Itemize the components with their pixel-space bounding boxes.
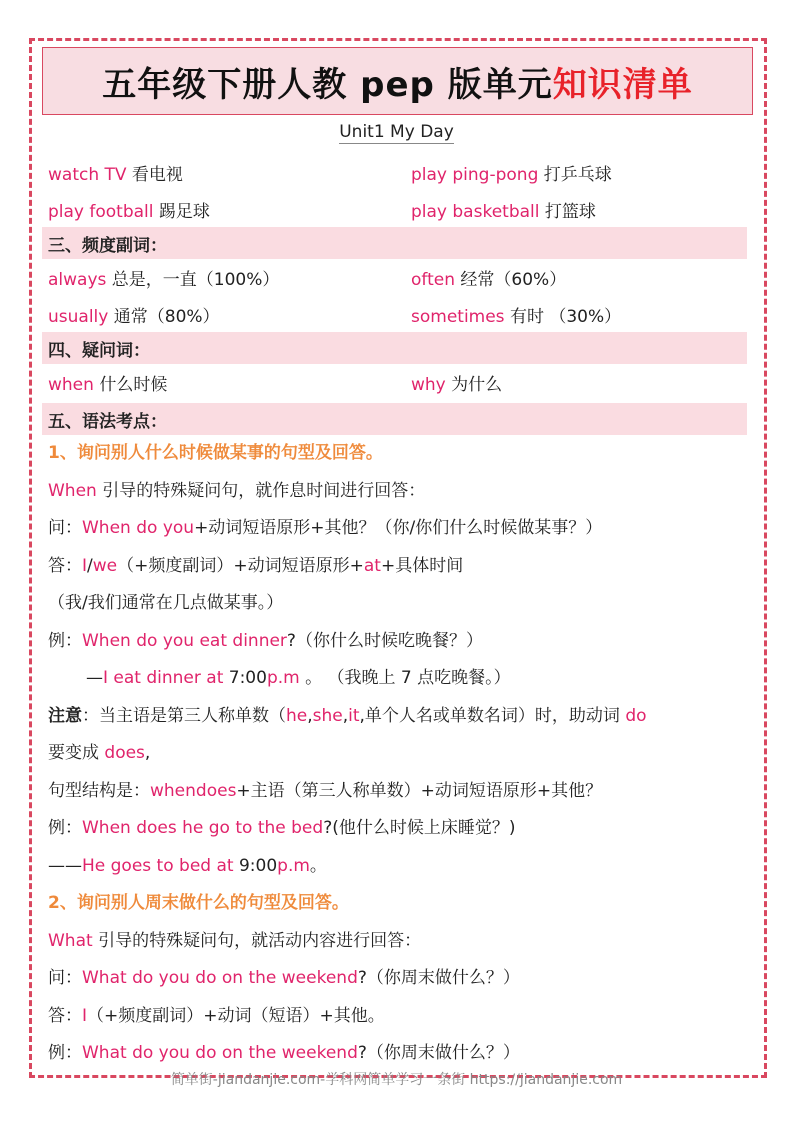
freq-item: always 总是，一直（100%）	[48, 269, 280, 290]
example-1: 例：When do you eat dinner?（你什么时候吃晚餐？）	[48, 631, 483, 651]
section-heading-3: 三、频度副词：	[42, 227, 747, 259]
grammar-heading-2: 2、询问别人周末做什么的句型及回答。	[48, 893, 349, 913]
title-black-part: 五年级下册人教 pep 版单元	[102, 64, 553, 105]
section-heading-4: 四、疑问词：	[42, 332, 747, 364]
question-pattern-2: 问：What do you do on the weekend?（你周末做什么？）	[48, 968, 520, 988]
freq-item: often 经常（60%）	[411, 269, 567, 290]
question-word-row	[42, 366, 747, 398]
vocab-row	[42, 193, 747, 225]
grammar-heading-1: 1、询问别人什么时候做某事的句型及回答。	[48, 443, 383, 463]
freq-item: sometimes 有时 （30%）	[411, 306, 622, 327]
grammar-intro-1: When 引导的特殊疑问句，就作息时间进行回答：	[48, 481, 426, 501]
vocab-item: play football 踢足球	[48, 201, 210, 222]
note-line-2: 要变成 does,	[48, 743, 151, 763]
vocab-item: watch TV 看电视	[48, 164, 183, 185]
grammar-intro-2: What 引导的特殊疑问句，就活动内容进行回答：	[48, 931, 422, 951]
freq-item: usually 通常（80%）	[48, 306, 220, 327]
structure-line: 句型结构是：whendoes+主语（第三人称单数）+动词短语原形+其他？	[48, 781, 603, 801]
answer-pattern-2: 答：I（+频度副词）+动词（短语）+其他。	[48, 1006, 385, 1026]
question-word-item: why 为什么	[411, 374, 503, 395]
title-red-part: 知识清单	[552, 64, 693, 105]
example-3: 例：What do you do on the weekend?（你周末做什么？）	[48, 1043, 520, 1063]
example-2: 例：When does he go to the bed?(他什么时候上床睡觉？)	[48, 818, 516, 838]
unit-title: Unit1 My Day	[339, 122, 454, 142]
question-word-item: when 什么时候	[48, 374, 168, 395]
section-heading-5: 五、语法考点：	[42, 403, 747, 435]
freq-row	[42, 261, 747, 293]
example-answer-1: —I eat dinner at 7:00p.m 。 （我晚上 7 点吃晚餐。）	[86, 668, 511, 688]
example-answer-2: ——He goes to bed at 9:00p.m。	[48, 856, 327, 876]
vocab-item: play basketball 打篮球	[411, 201, 596, 222]
freq-row	[42, 298, 747, 330]
footer-watermark: 简单街-jiandanjie.com-学科网简单学习一条街 https://jiandanjie.com	[170, 1072, 623, 1088]
note-line-1: 注意：当主语是第三人称单数（he,she,it,单个人名或单数名词）时，助动词 do	[48, 706, 647, 726]
vocab-item: play ping-pong 打乒乓球	[411, 164, 612, 185]
question-pattern-1: 问：When do you+动词短语原形+其他？（你/你们什么时候做某事？）	[48, 518, 603, 538]
vocab-row	[42, 156, 747, 188]
page-title	[42, 47, 753, 115]
answer-pattern-1: 答：I/we（+频度副词）+动词短语原形+at+具体时间	[48, 556, 464, 576]
answer-note-1: （我/我们通常在几点做某事。）	[48, 593, 284, 613]
